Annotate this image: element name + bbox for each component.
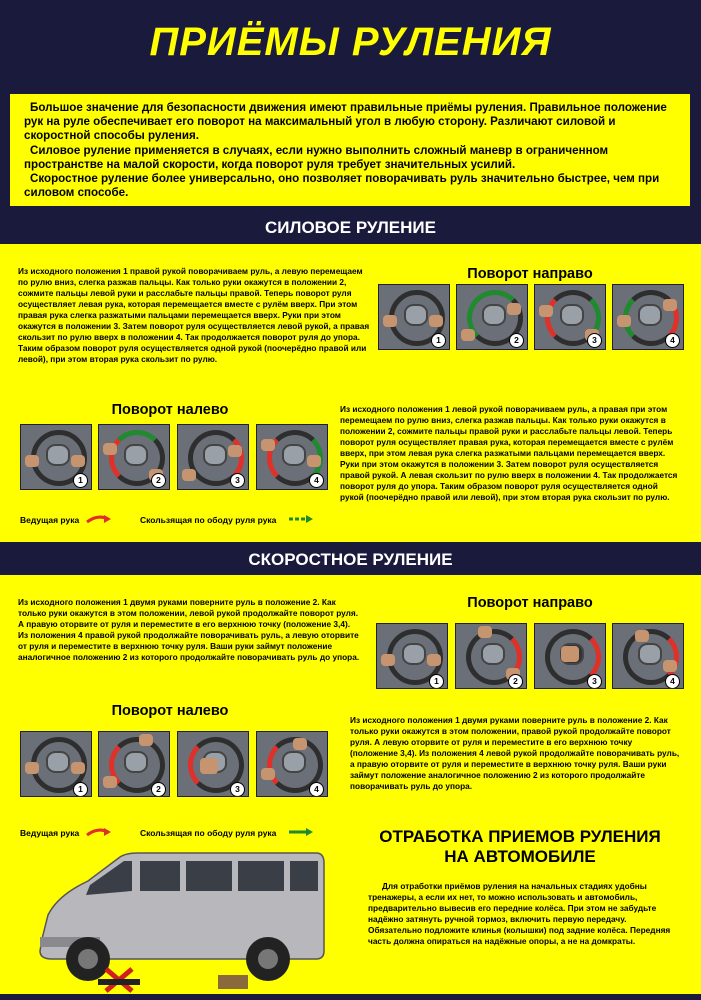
power-left-heading: Поворот налево [111, 402, 229, 418]
lead-arrow-icon [86, 514, 112, 524]
step-number: 4 [309, 782, 324, 797]
power-right-text: Из исходного положения 1 правой рукой поворачиваем руль, а левую перемещаем по рулю вниз, слегка разжав пальцы. Как только руки окажутся в положении 2, сожмите пальцы левой руки и расслабьте пальцы правой. Теперь поворот руля осуществляет левая рука, которая перемещается вместе с рулём вверх. При этом правая рука слегка разжатыми пальцами перемещается вверх. Руки при этом окажутся в положении 3. Затем поворот руля осуществляется левой рукой, а правая скользит по рулю вверх в положении 4. Так продолжается поворот руля до упора. Таким образом поворот руля осуществляется одной рукой (поочерёдно правой или левой), при этом вторая рука скользит по рулю. [18, 266, 370, 364]
speed-text-2: Из исходного положения 1 двумя руками поверните руль в положение 2. Как только руки окажутся в этом положении, правой рукой продолжайте поворот руля. А левую оторвите от руля и переместите в его верхнюю точку (положение 3,4). Из положения 4 левой рукой продолжайте поворачивать руль, а правую оторвите от руля и переместите в верхнюю точку руля. Ваши руки займут положение аналогичное положению 2 из которого продолжайте поворачивать руль до упора. [350, 715, 680, 791]
lead-arrow-icon [86, 827, 112, 837]
step-number: 2 [151, 473, 166, 488]
step-number: 4 [309, 473, 324, 488]
wheel-image [455, 623, 527, 689]
slide-arrow-icon [288, 827, 314, 837]
intro-paragraph-1: Большое значение для безопасности движения имеют правильные приёмы руления. Правильное положение рук на руле обеспечивает его поворот на максимальный угол в любую сторону. Различают силовой и скоростной способы руления. [24, 101, 667, 143]
minibus-illustration [28, 847, 328, 993]
power-right-heading: Поворот направо [467, 266, 593, 282]
step-number: 1 [73, 473, 88, 488]
step-number: 1 [429, 674, 444, 689]
practice-text: Для отработки приёмов руления на начальных стадиях удобны тренажеры, а если их нет, то можно использовать и автомобиль, предварительно вывесив его передние колёса. При этом не забудьте надёжно затянуть ручной тормоз, включить первую передачу. Обязательно подложите клинья (колышки) под задние колёса. Передняя часть должна опираться на надёжные опоры, а не на домкраты. [368, 881, 671, 946]
power-left-text: Из исходного положения 1 левой рукой поворачиваем руль, а правая при этом перемещаем по рулю вниз, слегка разжав пальцы. Как только руки окажутся в положении 2, сожмите пальцы правой руки и расслабьте пальцы левой. Теперь поворот руля осуществляет правая рука, которая перемещается вместе с рулём вверх, при этом левая рука слегка разжатыми пальцами перемещается вверх. Руки при этом окажутся в положении 3. Затем поворот руля осуществляется правой рукой. А левая скользит по рулю вверх в положении 4. Так продолжается поворот руля до упора. Таким образом поворот руля осуществляется одной рукой (поочерёдно правой или левой), при этом вторая рука скользит по рулю. [340, 404, 678, 502]
wheel-image [378, 284, 450, 350]
wheel-image [456, 284, 528, 350]
wheel-image [177, 424, 249, 490]
step-number: 2 [508, 674, 523, 689]
wheel-image [98, 731, 170, 797]
step-number: 3 [230, 473, 245, 488]
speed-right-heading: Поворот направо [467, 595, 593, 611]
step-number: 3 [587, 333, 602, 348]
power-steering-panel [0, 244, 701, 542]
intro-paragraph-2: Силовое руление применяется в случаях, если нужно выполнить сложный маневр в ограниченном пространстве на малой скорости, когда поворот руля требует значительных усилий. [24, 143, 609, 171]
wheel-image [20, 424, 92, 490]
speed-steering-panel [0, 575, 701, 994]
step-number: 3 [587, 674, 602, 689]
intro-paragraph-3: Скоростное руление более универсально, оно позволяет поворачивать руль значительно быстрее, чем при силовом способе. [24, 172, 660, 200]
intro-box [10, 94, 690, 206]
speed-steering-heading: СКОРОСТНОЕ РУЛЕНИЕ [248, 550, 453, 569]
step-number: 3 [230, 782, 245, 797]
speed-left-heading: Поворот налево [111, 703, 229, 719]
speed-text-1: Из исходного положения 1 двумя руками поверните руль в положение 2. Как только руки окажутся в этом положении, левой рукой продолжайте поворот руля. А правую оторвите от руля и переместите в его верхнюю точку (положение 3,4). Из положения 4 правой рукой продолжайте поворачивать руль, а левую оторвите от руля и переместите в верхнюю точку руля. Ваши руки займут положение аналогичное положению 2 из которого продолжайте поворачивать руль до упора. [18, 597, 360, 662]
step-number: 2 [151, 782, 166, 797]
wheel-image [98, 424, 170, 490]
legend-slide-label: Скользящая по ободу руля рука [140, 828, 277, 838]
wheel-image [177, 731, 249, 797]
legend-lead-label: Ведущая рука [20, 828, 80, 838]
step-number: 1 [431, 333, 446, 348]
wheel-image [534, 623, 606, 689]
wheel-image [534, 284, 606, 350]
practice-heading-line1: ОТРАБОТКА ПРИЕМОВ РУЛЕНИЯ [379, 827, 661, 846]
step-number: 1 [73, 782, 88, 797]
wheel-image [256, 731, 328, 797]
legend-slide-label: Скользящая по ободу руля рука [140, 515, 277, 525]
legend-lead-label: Ведущая рука [20, 515, 80, 525]
step-number: 4 [665, 674, 680, 689]
practice-heading-line2: НА АВТОМОБИЛЕ [444, 847, 596, 866]
page-title: ПРИЁМЫ РУЛЕНИЯ [149, 20, 552, 64]
slide-arrow-icon [288, 514, 314, 524]
wheel-image [256, 424, 328, 490]
power-steering-heading: СИЛОВОЕ РУЛЕНИЕ [265, 218, 436, 237]
wheel-image [612, 284, 684, 350]
wheel-image [376, 623, 448, 689]
wheel-image [20, 731, 92, 797]
step-number: 4 [665, 333, 680, 348]
wheel-image [612, 623, 684, 689]
step-number: 2 [509, 333, 524, 348]
